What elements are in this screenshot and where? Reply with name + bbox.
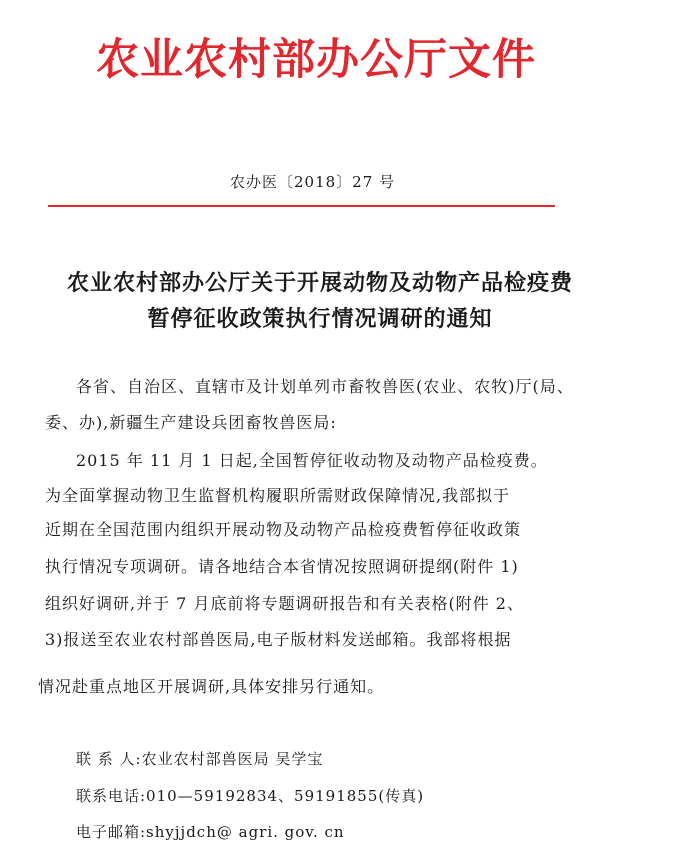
body-line: 组织好调研,并于 7 月底前将专题调研报告和有关表格(附件 2、 xyxy=(45,594,524,613)
notice-title xyxy=(40,265,600,337)
contact-phone: 联系电话:010—59192834、59191855(传真) xyxy=(76,787,425,805)
contact-email: 电子邮箱:shyjjdch@ agri. gov. cn xyxy=(76,823,345,841)
issuer-title: 农业农村部办公厅文件 xyxy=(96,35,536,85)
body-line: 2015 年 11 月 1 日起,全国暂停征收动物及动物产品检疫费。 xyxy=(76,451,548,470)
notice-title-line: 暂停征收政策执行情况调研的通知 xyxy=(147,306,493,332)
body-line: 3)报送至农业农村部兽医局,电子版材料发送邮箱。我部将根据 xyxy=(45,630,512,649)
body-line: 委、办),新疆生产建设兵团畜牧兽医局: xyxy=(45,413,337,432)
notice-title-line: 农业农村部办公厅关于开展动物及动物产品检疫费 xyxy=(66,270,573,296)
contact-person: 联 系 人:农业农村部兽医局 吴学宝 xyxy=(76,750,324,768)
body-line: 情况赴重点地区开展调研,具体安排另行通知。 xyxy=(38,677,385,696)
document-number: 农办医〔2018〕27 号 xyxy=(230,173,396,191)
red-divider xyxy=(48,205,555,207)
body-line: 各省、自治区、直辖市及计划单列市畜牧兽医(农业、农牧)厅(局、 xyxy=(76,377,574,396)
body-line: 近期在全国范围内组织开展动物及动物产品检疫费暂停征收政策 xyxy=(45,520,522,539)
body-line: 为全面掌握动物卫生监督机构履职所需财政保障情况,我部拟于 xyxy=(45,486,511,505)
body-line: 执行情况专项调研。请各地结合本省情况按照调研提纲(附件 1) xyxy=(45,557,519,576)
